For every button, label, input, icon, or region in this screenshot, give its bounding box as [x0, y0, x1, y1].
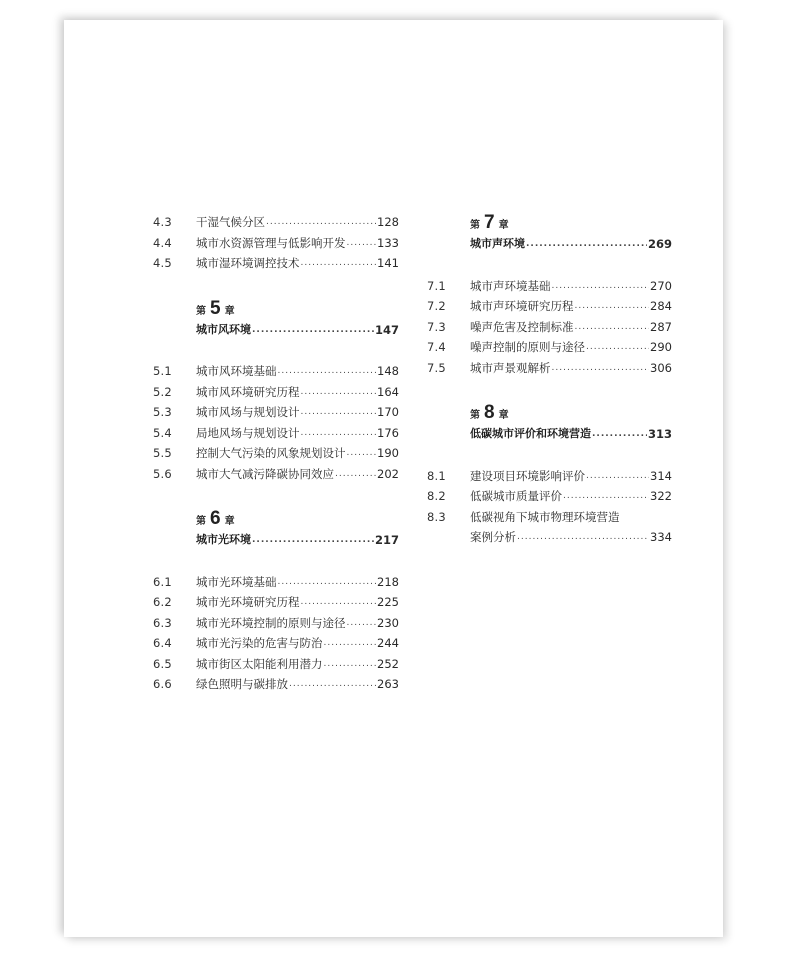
page-number: 306 [650, 360, 672, 375]
page-number: 170 [377, 405, 399, 419]
section-number: 7.2 [427, 299, 446, 313]
chapter-title-row [196, 530, 399, 551]
chapter-suffix: 章 [498, 410, 509, 421]
leader-dots [347, 443, 377, 464]
toc-entry [153, 464, 399, 485]
section-title: 城市街区太阳能利用潜力 [196, 656, 323, 671]
section-number: 6.6 [153, 677, 172, 691]
page-number: 322 [650, 489, 672, 503]
toc-entry [153, 572, 399, 593]
toc-entry [153, 361, 399, 382]
section-number: 4.3 [153, 215, 172, 229]
toc-entry [427, 337, 672, 358]
toc-entry [153, 613, 399, 634]
section-title: 城市大气减污降碳协同效应 [196, 466, 334, 481]
section-number: 6.5 [153, 656, 172, 671]
section-title: 城市光环境研究历程 [196, 595, 300, 609]
section-number: 5.1 [153, 364, 172, 378]
leader-dots [301, 592, 377, 613]
section-title: 案例分析 [470, 530, 516, 544]
section-number: 8.1 [427, 468, 446, 483]
page-number: 270 [650, 278, 672, 293]
section-title: 控制大气污染的风象规划设计 [196, 446, 346, 460]
section-title: 噪声危害及控制标准 [470, 319, 574, 334]
toc-entry [427, 317, 672, 338]
toc-entry [153, 402, 399, 423]
page-number: 225 [377, 595, 399, 609]
chapter-prefix: 第 [196, 305, 206, 317]
section-title: 低碳视角下城市物理环境营造 [470, 509, 620, 524]
chapter-label [196, 508, 399, 530]
leader-dots [301, 253, 377, 274]
chapter-suffix: 章 [224, 305, 235, 317]
section-title: 局地风场与规划设计 [196, 425, 300, 440]
chapter-6-heading [196, 508, 399, 551]
leader-dots [526, 234, 647, 255]
section-title: 干湿气候分区 [196, 215, 265, 229]
leader-dots [301, 423, 377, 444]
toc-entry [427, 507, 672, 528]
leader-dots [278, 572, 377, 593]
section-title: 城市风环境基础 [196, 364, 277, 378]
section-number: 6.1 [153, 574, 172, 589]
toc-entry [153, 633, 399, 654]
toc-entry [153, 212, 399, 233]
section-title: 城市湿环境调控技术 [196, 256, 300, 270]
page-number: 244 [377, 636, 399, 650]
toc-entry [427, 358, 672, 379]
leader-dots [552, 276, 650, 297]
chapter-number: 8 [484, 402, 495, 423]
page-number: 252 [377, 656, 399, 671]
leader-dots [301, 382, 377, 403]
section-number: 5.2 [153, 384, 172, 399]
toc-entry [153, 654, 399, 675]
leader-dots [347, 613, 377, 634]
section-number: 5.6 [153, 466, 172, 481]
page-number: 263 [377, 677, 399, 691]
toc-entry-continuation [427, 527, 672, 548]
section-number: 6.3 [153, 615, 172, 630]
section-number: 4.4 [153, 235, 172, 250]
leader-dots [266, 212, 376, 233]
leader-dots [575, 296, 650, 317]
leader-dots [592, 424, 647, 445]
chapter-title-row [196, 320, 399, 341]
chapter-title: 城市声环境 [470, 237, 525, 250]
section-title: 建设项目环境影响评价 [470, 468, 585, 483]
chapter-5-heading [196, 298, 399, 341]
page-number: 190 [377, 446, 399, 460]
section-title: 城市声环境研究历程 [470, 299, 574, 313]
page-number: 202 [377, 466, 399, 481]
toc-entry [427, 486, 672, 507]
page-number: 141 [377, 256, 399, 270]
section-title: 城市声景观解析 [470, 360, 551, 375]
leader-dots [289, 674, 376, 695]
page-number: 230 [377, 615, 399, 630]
toc-entry [153, 233, 399, 254]
chapter-8-heading [470, 402, 672, 445]
section-number: 8.3 [427, 509, 446, 524]
section-number: 7.4 [427, 340, 446, 354]
section-title: 城市光环境控制的原则与途径 [196, 615, 346, 630]
leader-dots [586, 337, 649, 358]
section-number: 7.5 [427, 360, 446, 375]
section-title: 城市水资源管理与低影响开发 [196, 235, 346, 250]
chapter-suffix: 章 [498, 220, 509, 231]
section-number: 5.3 [153, 405, 172, 419]
chapter-label [196, 298, 399, 320]
page-number: 290 [650, 340, 672, 354]
leader-dots [252, 320, 374, 341]
section-number: 8.2 [427, 489, 446, 503]
toc-entry [153, 423, 399, 444]
section-number: 5.4 [153, 425, 172, 440]
chapter-title-row [470, 234, 672, 255]
leader-dots [278, 361, 377, 382]
leader-dots [324, 654, 377, 675]
leader-dots [324, 633, 377, 654]
toc-entry [427, 296, 672, 317]
leader-dots [563, 486, 649, 507]
toc-entry [427, 466, 672, 487]
chapter-prefix: 第 [196, 516, 206, 527]
section-title: 绿色照明与碳排放 [196, 677, 288, 691]
chapter-title: 低碳城市评价和环境营造 [470, 427, 591, 440]
page-number: 284 [650, 299, 672, 313]
toc-entry [153, 592, 399, 613]
page-number: 269 [647, 237, 672, 251]
section-title: 城市风环境研究历程 [196, 384, 300, 399]
chapter-label [470, 402, 672, 424]
leader-dots [347, 233, 377, 254]
chapter-title: 城市光环境 [196, 533, 251, 546]
toc-entry [153, 253, 399, 274]
section-title: 噪声控制的原则与途径 [470, 340, 585, 354]
page-number: 147 [374, 322, 399, 337]
toc-right-column [427, 212, 672, 548]
leader-dots [301, 402, 377, 423]
chapter-prefix: 第 [470, 220, 480, 231]
chapter-prefix: 第 [470, 410, 480, 421]
book-page [64, 20, 723, 937]
section-number: 6.2 [153, 595, 172, 609]
toc-entry [153, 382, 399, 403]
section-title: 城市光环境基础 [196, 574, 277, 589]
page-number: 313 [647, 427, 672, 441]
section-title: 城市光污染的危害与防治 [196, 636, 323, 650]
chapter-title: 城市风环境 [196, 322, 251, 336]
page-number: 334 [650, 530, 672, 544]
toc-entry [153, 674, 399, 695]
page-number: 128 [377, 215, 399, 229]
section-title: 城市风场与规划设计 [196, 405, 300, 419]
section-number: 4.5 [153, 256, 172, 270]
leader-dots [586, 466, 649, 487]
leader-dots [335, 464, 376, 485]
chapter-number: 7 [484, 212, 495, 233]
section-number: 7.1 [427, 278, 446, 293]
page-number: 217 [374, 533, 399, 547]
toc-left-column [153, 212, 399, 695]
section-title: 低碳城市质量评价 [470, 489, 562, 503]
page-number: 176 [377, 425, 399, 440]
leader-dots [252, 530, 374, 551]
page-number: 314 [650, 468, 672, 483]
chapter-7-heading [470, 212, 672, 255]
toc-entry [153, 443, 399, 464]
page-number: 164 [377, 384, 399, 399]
chapter-number: 5 [210, 297, 221, 319]
chapter-label [470, 212, 672, 234]
leader-dots [552, 358, 650, 379]
page-number: 148 [377, 364, 399, 378]
section-number: 6.4 [153, 636, 172, 650]
chapter-title-row [470, 424, 672, 445]
page-number: 218 [377, 574, 399, 589]
section-number: 7.3 [427, 319, 446, 334]
section-title: 城市声环境基础 [470, 278, 551, 293]
toc-entry [427, 276, 672, 297]
chapter-number: 6 [210, 508, 221, 529]
chapter-suffix: 章 [224, 516, 235, 527]
leader-dots [575, 317, 650, 338]
page-number: 133 [377, 235, 399, 250]
leader-dots [517, 527, 649, 548]
section-number: 5.5 [153, 446, 172, 460]
page-number: 287 [650, 319, 672, 334]
